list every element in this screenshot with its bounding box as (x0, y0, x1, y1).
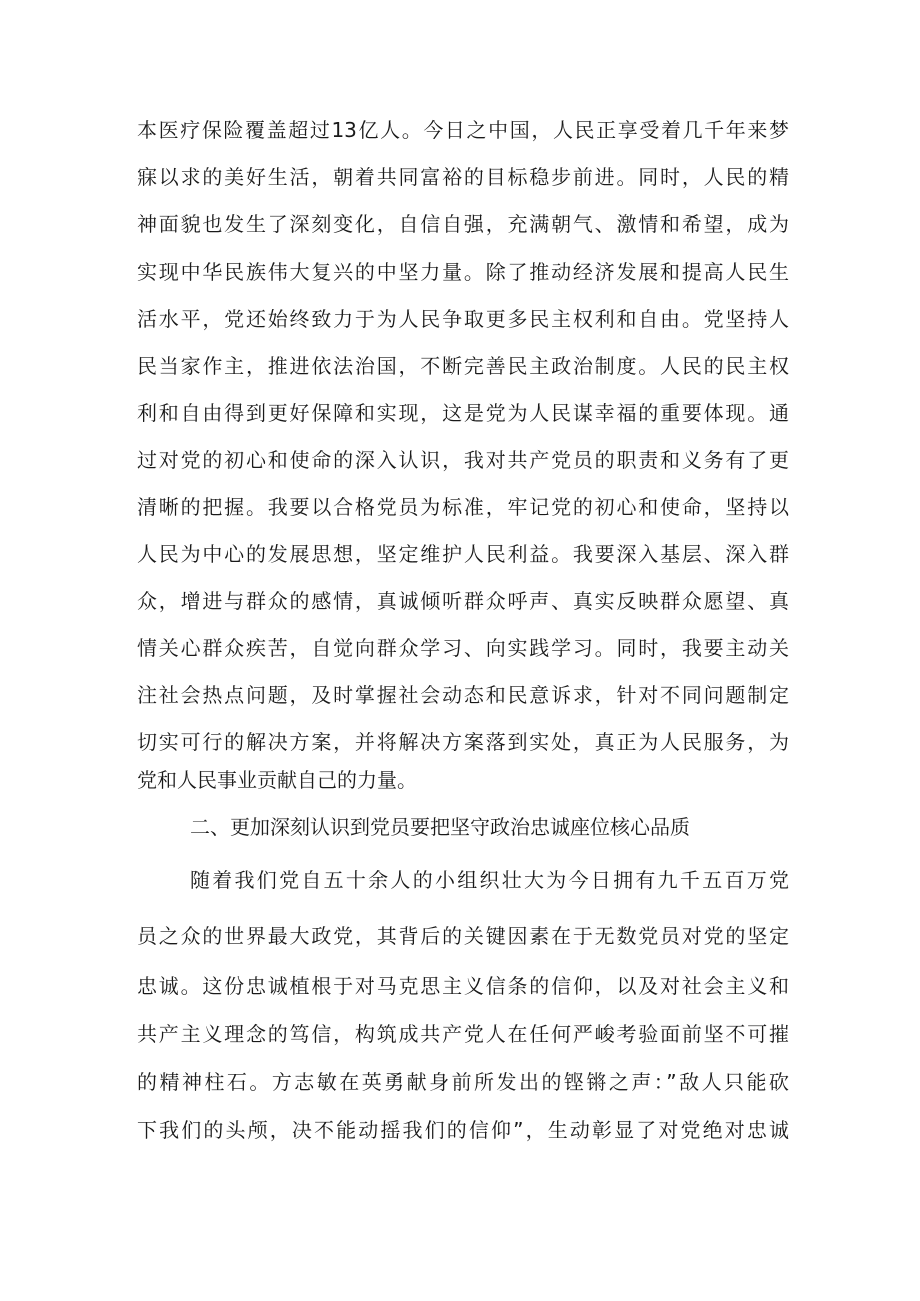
text-line: 切实可行的解决方案，并将解决方案落到实处，真正为人民服务，为 (137, 730, 789, 754)
text-line: 下我们的头颅，决不能动摇我们的信仰”，生动彰显了对党绝对忠诚 (137, 1118, 789, 1142)
text-line: 活水平，党还始终致力于为人民争取更多民主权利和自由。党坚持人 (137, 307, 789, 331)
text-line: 情关心群众疾苦，自觉向群众学习、向实践学习。同时，我要主动关 (137, 636, 789, 660)
text-line: 随着我们党自五十余人的小组织壮大为今日拥有九千五百万党 (190, 868, 789, 892)
text-line: 员之众的世界最大政党，其背后的关键因素在于无数党员对党的坚定 (137, 924, 789, 948)
text-line: 实现中华民族伟大复兴的中坚力量。除了推动经济发展和提高人民生 (137, 260, 789, 284)
text-line: 寐以求的美好生活，朝着共同富裕的目标稳步前进。同时，人民的精 (137, 165, 789, 189)
section-heading: 二、更加深刻认识到党员要把坚守政治忠诚座位核心品质 (190, 815, 690, 839)
text-line: 民当家作主，推进依法治国，不断完善民主政治制度。人民的民主权 (137, 354, 789, 378)
text-line: 党和人民事业贡献自己的力量。 (137, 768, 417, 792)
text-line: 注社会热点问题，及时掌握社会动态和民意诉求，针对不同问题制定 (137, 683, 789, 707)
text-line: 人民为中心的发展思想，坚定维护人民利益。我要深入基层、深入群 (137, 542, 789, 566)
text-line: 的精神柱石。方志敏在英勇献身前所发出的铿锵之声：”敌人只能砍 (137, 1070, 789, 1094)
text-line: 众，增进与群众的感情，真诚倾听群众呼声、真实反映群众愿望、真 (137, 589, 789, 613)
text-line: 神面貌也发生了深刻变化，自信自强，充满朝气、激情和希望，成为 (137, 212, 789, 236)
text-line: 过对党的初心和使命的深入认识，我对共产党员的职责和义务有了更 (137, 448, 789, 472)
text-line: 共产主义理念的笃信，构筑成共产党人在任何严峻考验面前坚不可摧 (137, 1022, 789, 1046)
text-line: 本医疗保险覆盖超过13亿人。今日之中国，人民正享受着几千年来梦 (137, 118, 789, 142)
text-line: 清晰的把握。我要以合格党员为标准，牢记党的初心和使命，坚持以 (137, 495, 789, 519)
text-line: 忠诚。这份忠诚植根于对马克思主义信条的信仰，以及对社会主义和 (137, 974, 789, 998)
text-line: 利和自由得到更好保障和实现，这是党为人民谋幸福的重要体现。通 (137, 401, 789, 425)
